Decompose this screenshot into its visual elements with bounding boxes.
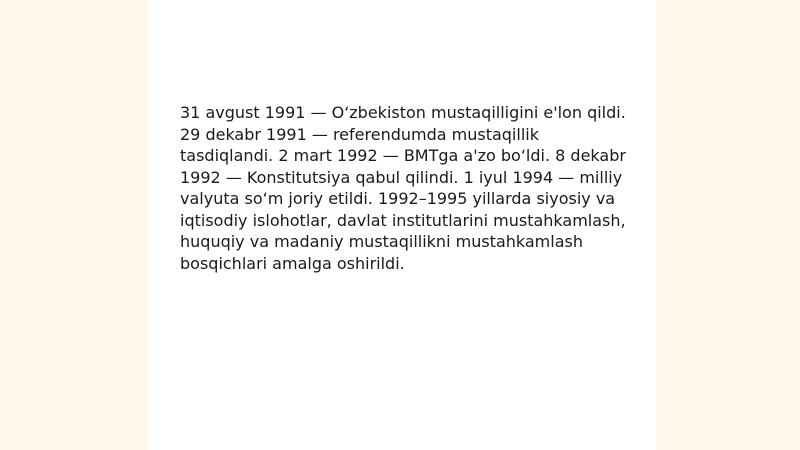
document-page — [148, 0, 656, 450]
body-paragraph: 31 avgust 1991 — O‘zbekiston mustaqilligini e'lon qildi. 29 dekabr 1991 — referendumda mustaqillik tasdiqlandi. 2 mart 1992 — BMTga a'zo bo‘ldi. 8 dekabr 1992 — Konstitutsiya qabul qilindi. 1 iyul 1994 — milliy valyuta so‘m joriy etildi. 1992–1995 yillarda siyosiy va iqtisodiy islohotlar, davlat institutlarini mustahkamlash, huquqiy va madaniy mustaqillikni mustahkamlash bosqichlari amalga oshirildi. — [180, 103, 626, 273]
